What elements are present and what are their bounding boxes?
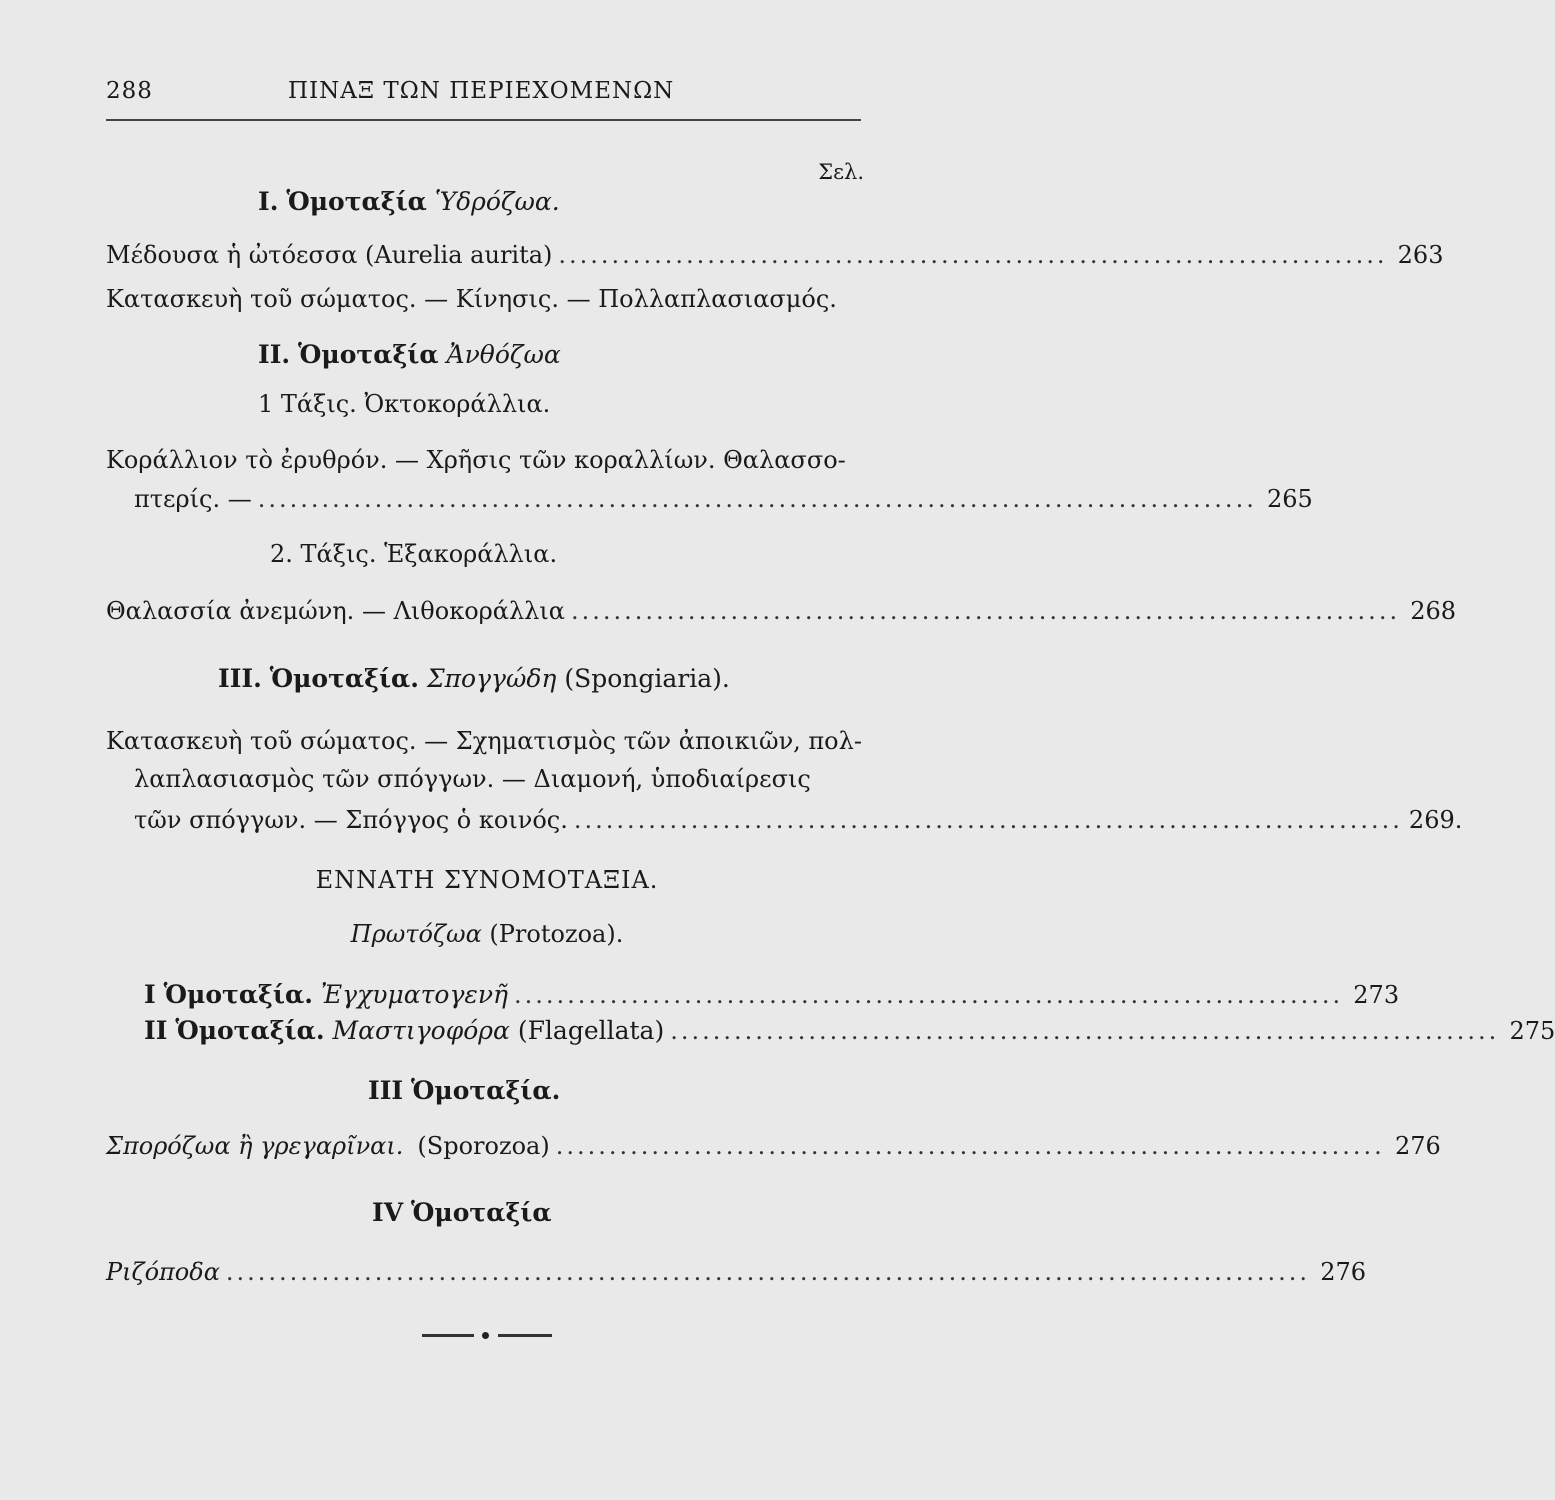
entry-page: 263	[1397, 241, 1444, 269]
part-latin-name: (Protozoa).	[489, 920, 624, 948]
section-label: Ὁμοταξία	[286, 187, 427, 216]
toc-entry-section	[144, 980, 1400, 1009]
entry-page: 268	[1410, 597, 1457, 625]
entry-continuation: Κατασκευὴ τοῦ σώματος. — Κίνησις. — Πολλαπλασιασμός.	[106, 285, 837, 313]
section-numeral: ΙΙ.	[258, 340, 291, 369]
end-ornament	[422, 1332, 552, 1338]
section-heading-7	[372, 1198, 552, 1227]
entry-text: Θαλασσία ἀνεμώνη. — Λιθοκοράλλια	[106, 597, 566, 625]
header-rule	[106, 119, 861, 121]
entry-page: 273	[1353, 981, 1400, 1009]
dot-leader: ..............................................................................	[670, 1017, 1500, 1045]
section-heading-1	[258, 187, 560, 216]
running-title: ΠΙΝΑΞ ΤΩΝ ΠΕΡΙΕΧΟΜΕΝΩΝ	[288, 78, 675, 104]
ornament-bar-left	[422, 1334, 474, 1337]
entry-continuation: λαπλασιασμὸς τῶν σπόγγων. — Διαμονή, ὑποδιαίρεσις	[134, 765, 811, 793]
entry-page: 269.	[1408, 806, 1463, 834]
section-heading-5	[144, 1016, 664, 1045]
section-label: Ὁμοταξία.	[175, 1016, 325, 1045]
page-column-label: Σελ.	[818, 160, 864, 184]
page-number: 288	[106, 78, 153, 104]
section-numeral: Ι	[144, 980, 156, 1009]
section-name: Σπογγώδη	[426, 664, 557, 693]
order-heading: 1 Τάξις. Ὀκτοκοράλλια.	[258, 390, 551, 418]
dot-leader: ..............................................................................	[555, 1132, 1385, 1160]
entry-page: 265	[1267, 485, 1313, 513]
entry-text: Κατασκευὴ τοῦ σώματος. — Σχηματισμὸς τῶν ἀποικιῶν, πολ-	[106, 727, 862, 755]
toc-entry	[134, 806, 1463, 834]
section-name: Ἀνθόζωα	[446, 340, 561, 369]
part-title: ΕΝΝΑΤΗ ΣΥΝΟΜΟΤΑΞΙΑ.	[315, 866, 659, 894]
section-numeral: ΙΙΙ	[368, 1076, 404, 1105]
section-latin-name: (Spongiaria).	[564, 664, 730, 693]
section-numeral: ΙΙ	[144, 1016, 168, 1045]
section-numeral: Ι.	[258, 187, 279, 216]
section-label: Ὁμοταξία.	[269, 664, 419, 693]
section-heading-4	[144, 980, 508, 1009]
entry-text: πτερίς. —	[134, 485, 252, 513]
ornament-dot	[482, 1332, 489, 1339]
entry-page: 276	[1394, 1132, 1441, 1160]
toc-entry	[134, 485, 1313, 513]
section-numeral: ΙV	[372, 1198, 404, 1227]
dot-leader: ..............................................................................	[571, 597, 1401, 625]
section-name: Μαστιγοφόρα	[332, 1016, 510, 1045]
dot-leader: ......................................................................................................	[225, 1258, 1311, 1286]
section-latin-name: (Flagellata)	[517, 1016, 665, 1045]
dot-leader: ..............................................................................	[514, 981, 1344, 1009]
entry-text: τῶν σπόγγων. — Σπόγγος ὁ κοινός.	[134, 806, 568, 834]
entry-text: Σπορόζωα ἢ γρεγαρῖναι.	[106, 1132, 404, 1160]
toc-entry-section	[144, 1016, 1555, 1045]
entry-text: Ριζόποδα	[106, 1258, 220, 1286]
section-numeral: ΙΙΙ.	[218, 664, 262, 693]
entry-page: 275	[1509, 1017, 1555, 1045]
toc-entry	[106, 1258, 1367, 1286]
dot-leader: ..............................................................................	[573, 806, 1403, 834]
entry-text: Μέδουσα ἡ ὠτόεσσα (Aurelia aurita)	[106, 241, 553, 269]
part-subtitle	[0, 920, 974, 948]
entry-latin-name: (Sporozoa)	[417, 1132, 550, 1160]
section-label: Ὁμοταξία.	[411, 1076, 561, 1105]
section-name: Ὑδρόζωα.	[434, 187, 560, 216]
part-name: Πρωτόζωα	[350, 920, 482, 948]
order-heading: 2. Τάξις. Ἑξακοράλλια.	[270, 540, 558, 568]
dot-leader: ..............................................................................................	[257, 485, 1257, 513]
section-heading-6	[368, 1076, 560, 1105]
entry-page: 276	[1320, 1258, 1367, 1286]
section-heading-2	[258, 340, 561, 369]
toc-entry	[106, 597, 1457, 625]
toc-entry	[106, 241, 1444, 269]
entry-text: Κοράλλιον τὸ ἐρυθρόν. — Χρῆσις τῶν κοραλλίων. Θαλασσο-	[106, 446, 846, 474]
section-label: Ὁμοταξία	[411, 1198, 552, 1227]
section-name: Ἐγχυματογενῆ	[320, 980, 509, 1009]
section-heading-3	[218, 664, 730, 693]
ornament-bar-right	[498, 1334, 552, 1337]
section-label: Ὁμοταξία	[298, 340, 439, 369]
toc-entry	[106, 1132, 1441, 1160]
section-label: Ὁμοταξία.	[163, 980, 313, 1009]
dot-leader: ..............................................................................	[558, 241, 1388, 269]
